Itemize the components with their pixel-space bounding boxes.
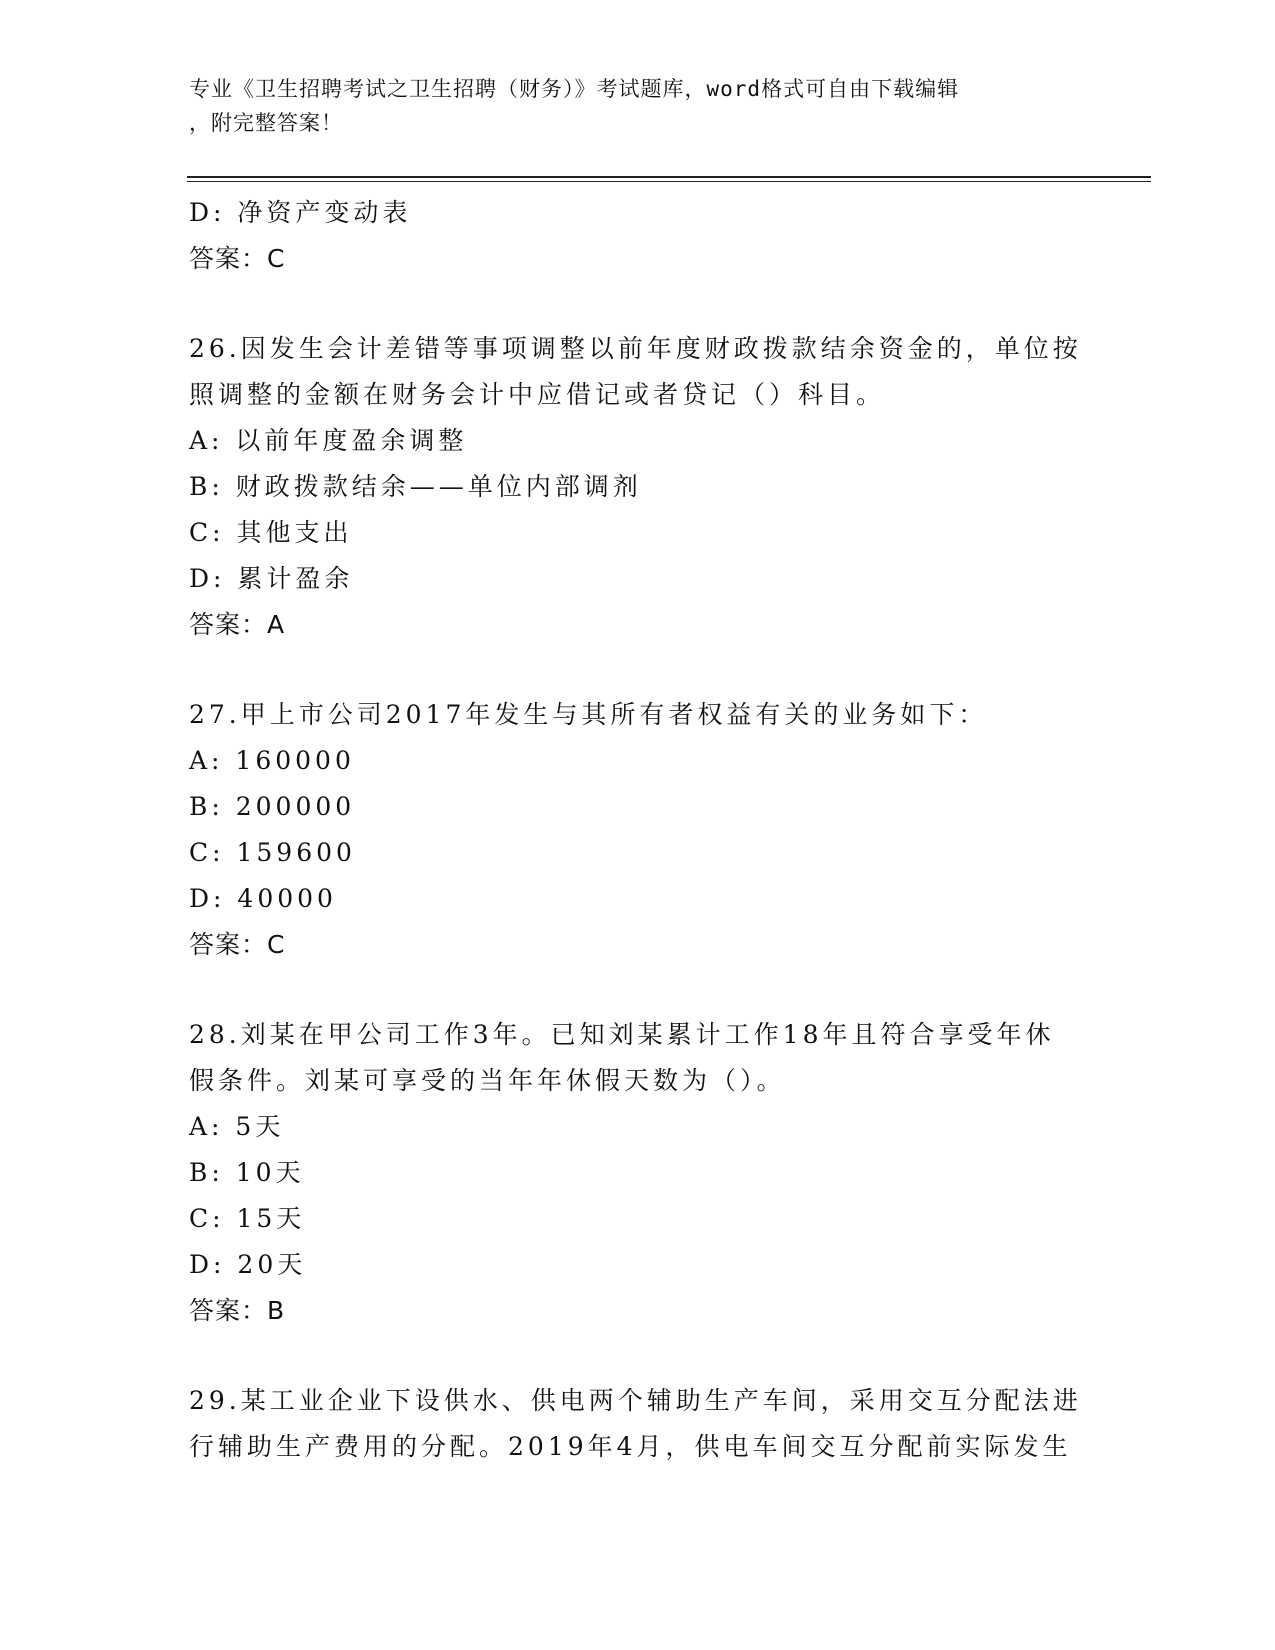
question-27 xyxy=(189,692,1089,968)
answer-label: 答案：C xyxy=(189,930,286,959)
option-a: A: 5天 xyxy=(189,1112,285,1141)
option-b: B: 200000 xyxy=(189,792,356,821)
answer-label: 答案：A xyxy=(189,610,286,639)
option-d: D: 净资产变动表 xyxy=(189,198,412,227)
question-29 xyxy=(189,1378,1089,1470)
question-stem-line: 27.甲上市公司2017年发生与其所有者权益有关的业务如下： xyxy=(189,700,988,729)
option-b: B: 10天 xyxy=(189,1158,305,1187)
question-stem-line: 行辅助生产费用的分配。2019年4月，供电车间交互分配前实际发生 xyxy=(189,1432,1072,1461)
page-header xyxy=(189,72,1069,140)
option-d: D: 累计盈余 xyxy=(189,564,354,593)
option-a: A: 160000 xyxy=(189,746,355,775)
answer-label: 答案：C xyxy=(189,244,286,273)
option-d: D: 20天 xyxy=(189,1250,307,1279)
spacer xyxy=(189,282,1089,326)
question-25 xyxy=(189,190,1089,282)
answer-label: 答案：B xyxy=(189,1296,286,1325)
header-title-line-1: 专业《卫生招聘考试之卫生招聘（财务）》考试题库，word格式可自由下载编辑 xyxy=(189,77,960,101)
option-c: C: 其他支出 xyxy=(189,518,353,547)
spacer xyxy=(189,648,1089,692)
option-c: C: 15天 xyxy=(189,1204,306,1233)
header-divider xyxy=(187,176,1151,182)
question-stem-line: 28.刘某在甲公司工作3年。已知刘某累计工作18年且符合享受年休 xyxy=(189,1020,1055,1049)
question-stem-line: 26.因发生会计差错等事项调整以前年度财政拨款结余资金的，单位按 xyxy=(189,334,1082,363)
question-stem-line: 照调整的金额在财务会计中应借记或者贷记（）科目。 xyxy=(189,380,886,409)
question-stem-line: 假条件。刘某可享受的当年年休假天数为（）。 xyxy=(189,1066,786,1095)
header-title-line-2: ，附完整答案！ xyxy=(189,111,343,135)
question-stem-line: 29.某工业企业下设供水、供电两个辅助生产车间，采用交互分配法进 xyxy=(189,1386,1082,1415)
spacer xyxy=(189,1334,1089,1378)
option-c: C: 159600 xyxy=(189,838,356,867)
option-a: A: 以前年度盈余调整 xyxy=(189,426,468,455)
question-list xyxy=(189,190,1089,1470)
question-26 xyxy=(189,326,1089,648)
option-b: B: 财政拨款结余——单位内部调剂 xyxy=(189,472,642,501)
spacer xyxy=(189,968,1089,1012)
question-28 xyxy=(189,1012,1089,1334)
option-d: D: 40000 xyxy=(189,884,337,913)
